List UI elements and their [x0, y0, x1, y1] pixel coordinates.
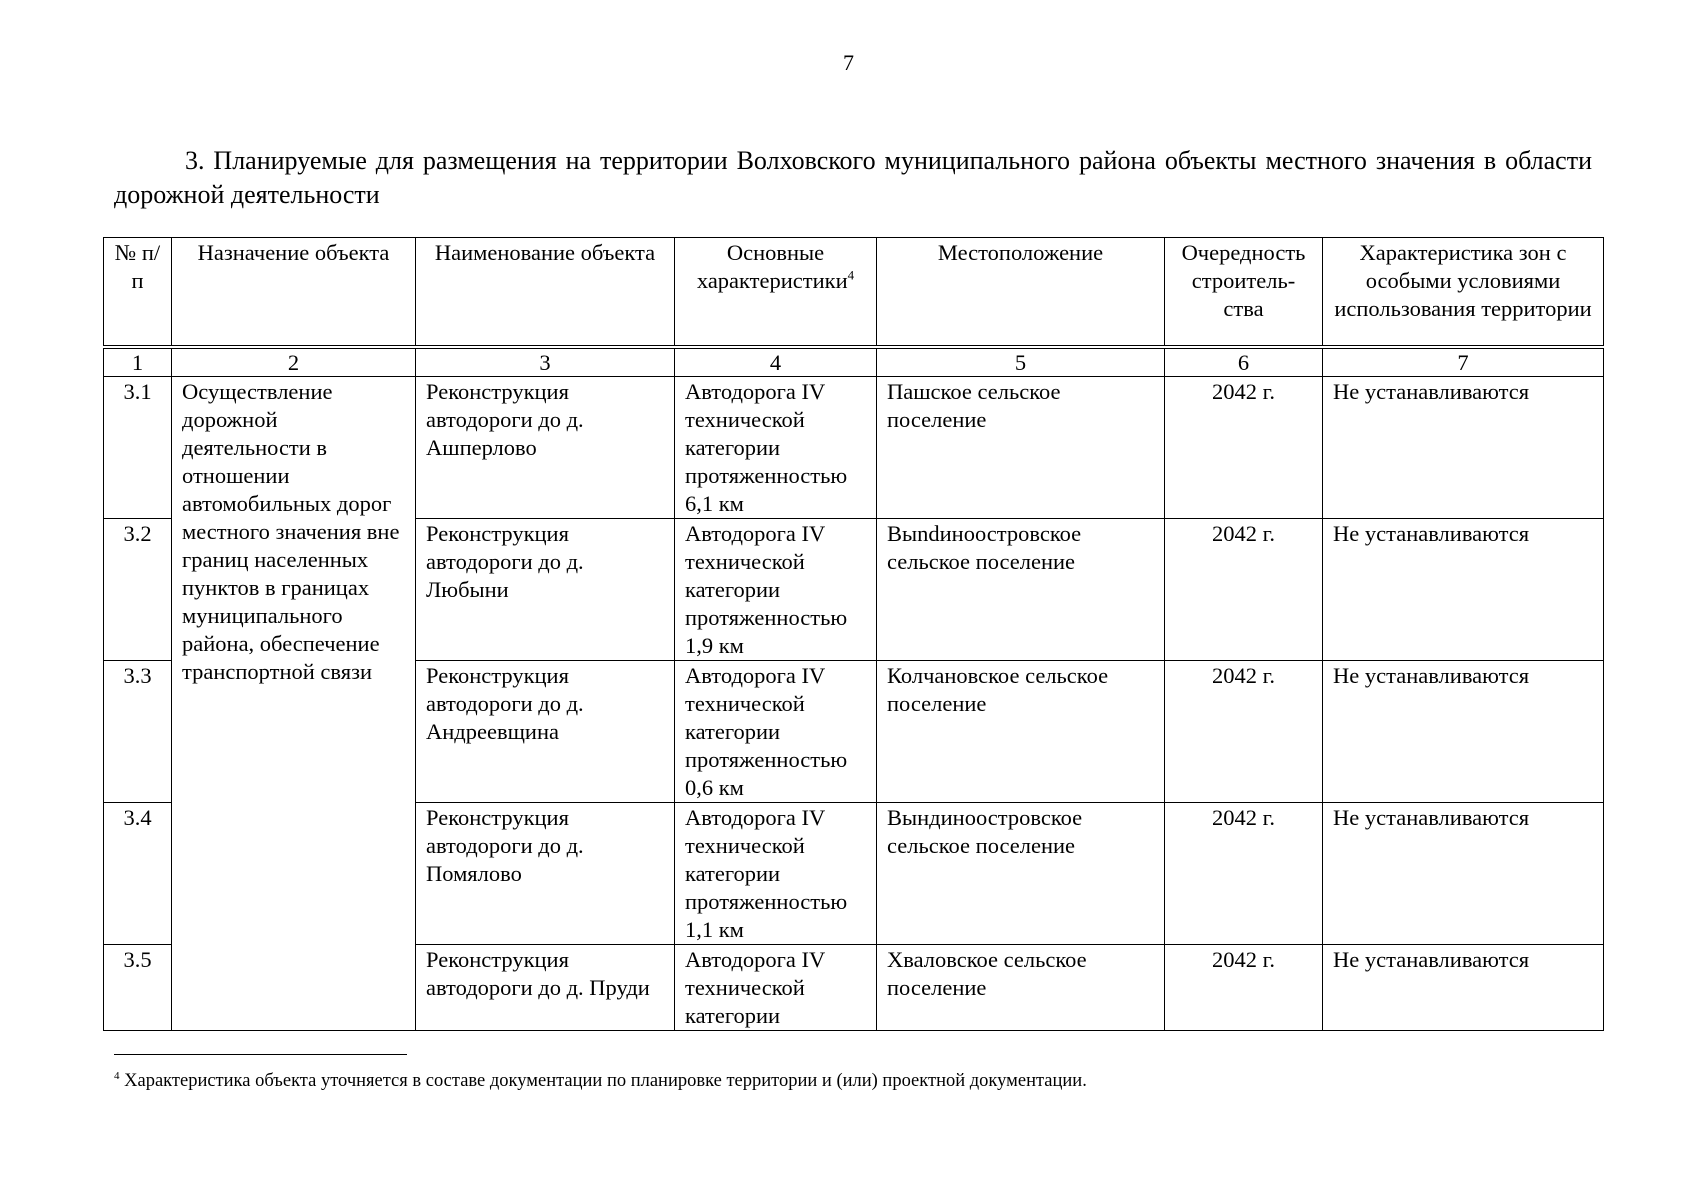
construction-queue: 2042 г. — [1165, 803, 1323, 945]
object-characteristics: Автодорога IV технической категории протяженностью 1,1 км — [675, 803, 877, 945]
footnote-text: Характеристика объекта уточняется в составе документации по планировке территории и (или) проектной документации. — [124, 1071, 1087, 1091]
column-number: 3 — [416, 347, 675, 377]
object-characteristics: Автодорога IV технической категории — [675, 945, 877, 1031]
header-location: Местоположение — [877, 238, 1165, 348]
construction-queue: 2042 г. — [1165, 377, 1323, 519]
construction-queue: 2042 г. — [1165, 661, 1323, 803]
footnote-marker: 4 — [114, 1069, 120, 1082]
object-purpose: Осуществление дорожной деятельности в отношении автомобильных дорог местного значения вне границ населенных пунктов в границах муниципального района, обеспечение транспортной связи — [172, 377, 416, 1031]
row-number: 3.2 — [104, 519, 172, 661]
header-row — [104, 238, 1604, 348]
zone-characteristics: Не устанавливаются — [1323, 377, 1604, 519]
zone-characteristics: Не устанавливаются — [1323, 945, 1604, 1031]
zone-characteristics: Не устанавливаются — [1323, 803, 1604, 945]
footnote — [114, 1070, 1087, 1092]
object-name: Реконструкция автодороги до д. Любыни — [416, 519, 675, 661]
zone-characteristics: Не устанавливаются — [1323, 519, 1604, 661]
object-characteristics: Автодорога IV технической категории протяженностью 1,9 км — [675, 519, 877, 661]
object-characteristics: Автодорога IV технической категории протяженностью 6,1 км — [675, 377, 877, 519]
page-number: 7 — [843, 50, 854, 75]
object-name: Реконструкция автодороги до д. Пруди — [416, 945, 675, 1031]
object-name: Реконструкция автодороги до д. Андреевщина — [416, 661, 675, 803]
row-number: 3.4 — [104, 803, 172, 945]
table-row — [104, 377, 1604, 519]
objects-table — [103, 237, 1604, 1031]
header-zones: Характеристика зон с особыми условиями использования территории — [1323, 238, 1604, 348]
header-purpose: Назначение объекта — [172, 238, 416, 348]
column-number: 6 — [1165, 347, 1323, 377]
construction-queue: 2042 г. — [1165, 945, 1323, 1031]
column-number: 2 — [172, 347, 416, 377]
header-characteristics-text: Основные характеристики — [696, 240, 848, 293]
row-number: 3.3 — [104, 661, 172, 803]
row-number: 3.1 — [104, 377, 172, 519]
zone-characteristics: Не устанавливаются — [1323, 661, 1604, 803]
object-name: Реконструкция автодороги до д. Ашперлово — [416, 377, 675, 519]
column-number-row — [104, 347, 1604, 377]
object-location: Выndиноостровское сельское поселение — [877, 519, 1165, 661]
header-num: № п/п — [104, 238, 172, 348]
section-heading — [114, 144, 1592, 212]
column-number: 1 — [104, 347, 172, 377]
object-location: Вындиноостровское сельское поселение — [877, 803, 1165, 945]
object-location: Пашское сельское поселение — [877, 377, 1165, 519]
construction-queue: 2042 г. — [1165, 519, 1323, 661]
column-number: 4 — [675, 347, 877, 377]
footnote-ref: 4 — [847, 267, 855, 283]
object-name: Реконструкция автодороги до д. Помялово — [416, 803, 675, 945]
object-characteristics: Автодорога IV технической категории протяженностью 0,6 км — [675, 661, 877, 803]
header-characteristics — [675, 238, 877, 348]
header-name: Наименование объекта — [416, 238, 675, 348]
column-number: 7 — [1323, 347, 1604, 377]
header-queue: Очередность строитель-ства — [1165, 238, 1323, 348]
row-number: 3.5 — [104, 945, 172, 1031]
column-number: 5 — [877, 347, 1165, 377]
object-location: Хваловское сельское поселение — [877, 945, 1165, 1031]
section-heading-text: 3. Планируемые для размещения на территории Волховского муниципального района объекты местного значения в области дорожной деятельности — [114, 146, 1592, 209]
object-location: Колчановское сельское поселение — [877, 661, 1165, 803]
footnote-divider — [114, 1054, 407, 1055]
